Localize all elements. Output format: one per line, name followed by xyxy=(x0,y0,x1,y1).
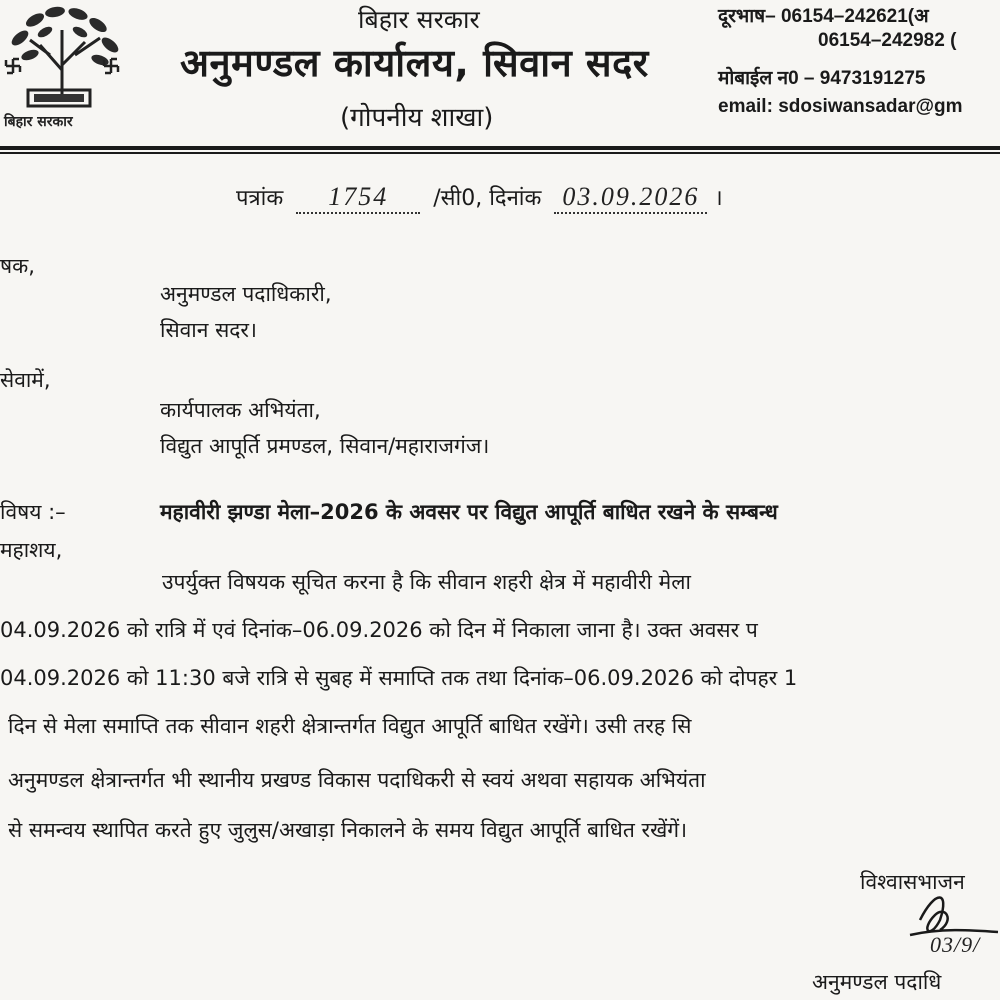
salutation: महाशय, xyxy=(0,538,63,562)
government-name: बिहार सरकार xyxy=(358,5,480,34)
office-title: अनुमण्डल कार्यालय, सिवान सदर xyxy=(180,41,649,85)
phone-number-1: दूरभाष– 06154–242621(अ xyxy=(718,6,929,27)
closing-designation: अनुमण्डल पदाधि xyxy=(812,970,942,994)
reference-section: /सी0, दिनांक xyxy=(433,186,542,211)
body-line-5: अनुमण्डल क्षेत्रान्तर्गत भी स्थानीय प्रखण्ड विकास पदाधिकरी से स्वयं अथवा सहायक अभियंता xyxy=(8,768,706,792)
reference-date: 03.09.2026 xyxy=(554,182,707,214)
closing-yours: विश्वासभाजन xyxy=(860,870,965,894)
body-line-2: 04.09.2026 को रात्रि में एवं दिनांक–06.09.2026 को दिन में निकाला जाना है। उक्त अवसर प xyxy=(0,618,758,642)
sender-line-2: सिवान सदर। xyxy=(160,318,257,342)
header-rule-thin xyxy=(0,152,1000,154)
subject-text: महावीरी झण्डा मेला–2026 के अवसर पर विद्युत आपूर्ति बाधित रखने के सम्बन्ध xyxy=(160,500,778,524)
body-line-4: दिन से मेला समाप्ति तक सीवान शहरी क्षेत्रान्तर्गत विद्युत आपूर्ति बाधित रखेंगे। उसी तरह सि xyxy=(8,714,692,738)
phone-number-2: 06154–242982 ( xyxy=(818,30,957,51)
recipient-line-2: विद्युत आपूर्ति प्रमण्डल, सिवान/महाराजगंज। xyxy=(160,434,490,458)
recipient-line-1: कार्यपालक अभियंता, xyxy=(160,398,321,422)
recipient-label: सेवामें, xyxy=(0,368,51,392)
reference-number: 1754 xyxy=(296,182,420,214)
body-line-1: उपर्युक्त विषयक सूचित करना है कि सीवान शहरी क्षेत्र में महावीरी मेला xyxy=(162,570,691,594)
svg-text:बिहार सरकार: बिहार सरकार xyxy=(4,114,73,130)
email-address: email: sdosiwansadar@gm xyxy=(718,96,963,117)
sender-label: षक, xyxy=(0,254,35,278)
header-rule-thick xyxy=(0,146,1000,150)
body-line-3: 04.09.2026 को 11:30 बजे रात्रि से सुबह में समाप्ति तक तथा दिनांक–06.09.2026 को दोपहर 1 xyxy=(0,666,798,690)
signature-date: 03/9/ xyxy=(930,932,981,957)
reference-line xyxy=(236,182,723,214)
bihar-emblem-logo xyxy=(0,0,135,130)
mobile-number: मोबाईल न0 – 9473191275 xyxy=(718,68,926,89)
reference-end: । xyxy=(714,186,723,211)
branch-name: (गोपनीय शाखा) xyxy=(340,103,494,133)
sender-line-1: अनुमण्डल पदाधिकारी, xyxy=(160,282,332,306)
reference-label: पत्रांक xyxy=(236,186,284,211)
subject-label: विषय :– xyxy=(0,500,66,524)
body-line-6: से समन्वय स्थापित करते हुए जुलुस/अखाड़ा निकालने के समय विद्युत आपूर्ति बाधित रखेंगें। xyxy=(8,818,688,842)
